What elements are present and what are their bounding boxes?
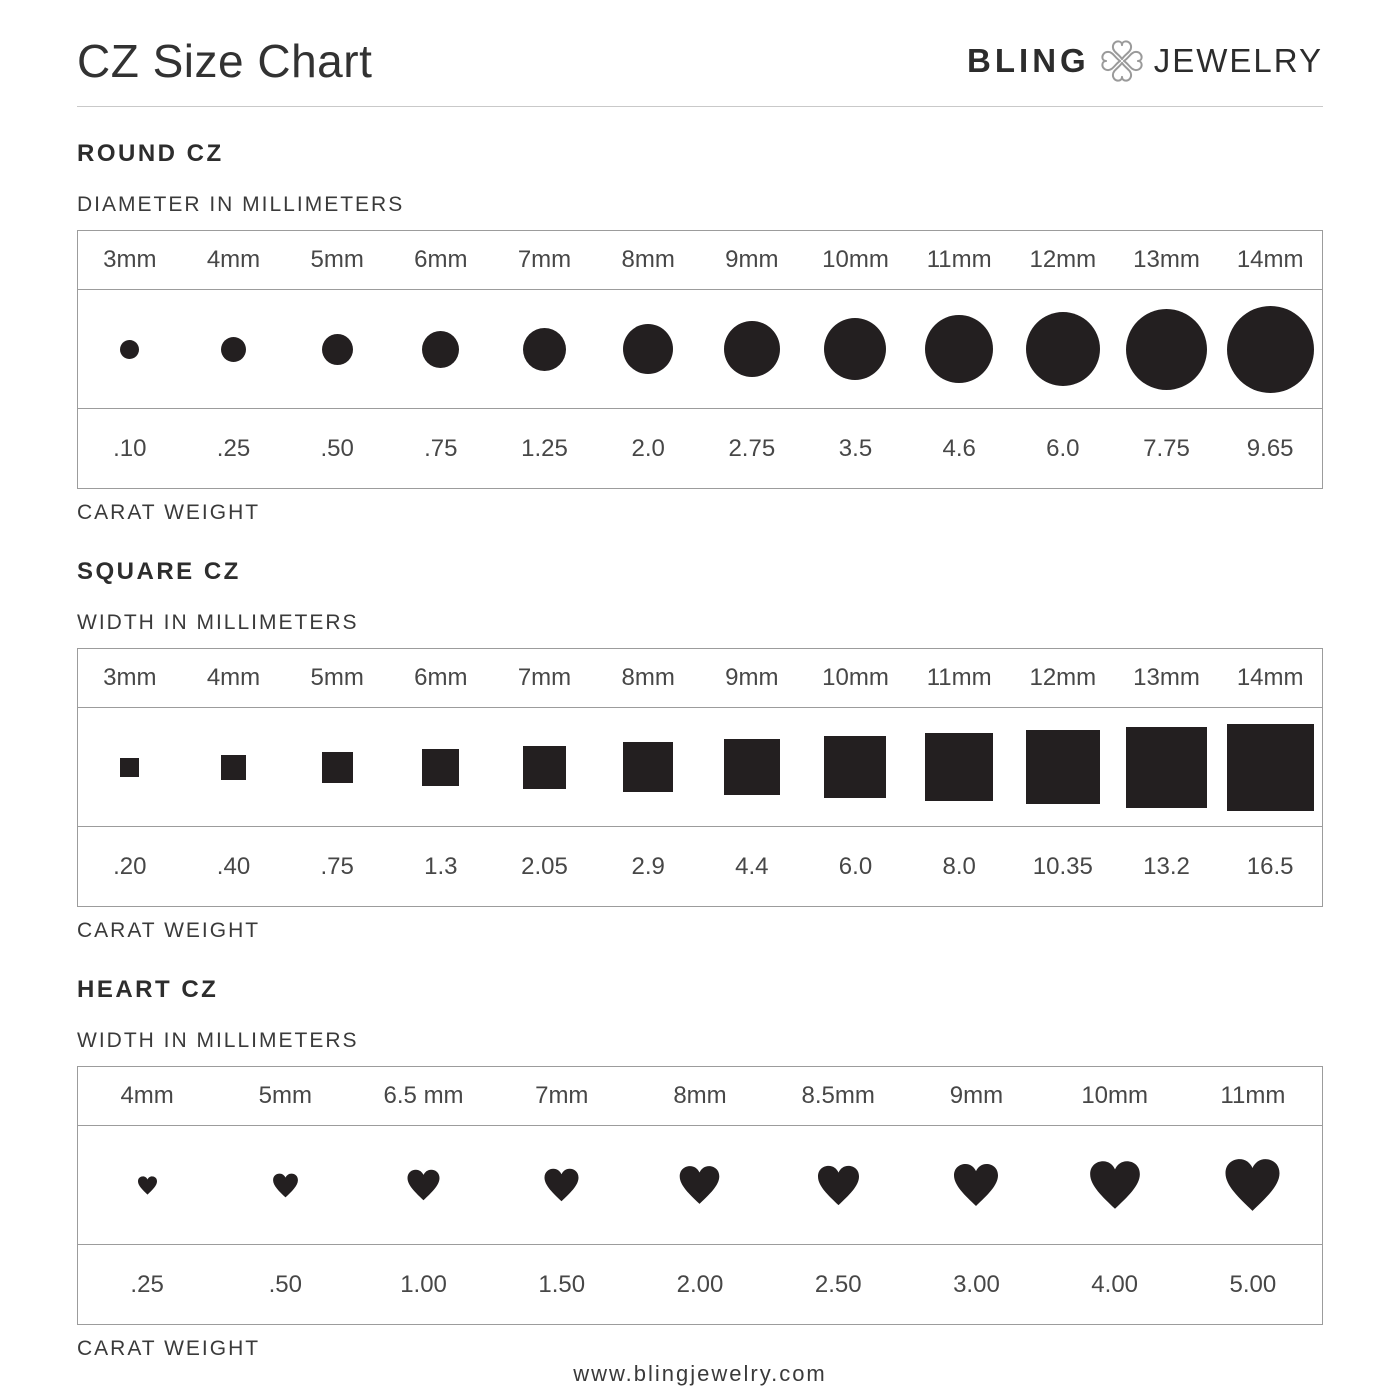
- square-shape-cell: [1115, 708, 1219, 826]
- mm-size-label: 9mm: [725, 664, 779, 691]
- square-shape-cell: [493, 708, 597, 826]
- square-shape-cell: [596, 708, 700, 826]
- square-shape-cell: [78, 708, 182, 826]
- mm-size-label: 4mm: [206, 664, 261, 691]
- heart-shape: [952, 1163, 1000, 1207]
- square-shape-cell: [700, 708, 804, 826]
- carat-weight-value: 9.65: [1246, 434, 1294, 462]
- carat-weight-value: .75: [320, 852, 354, 880]
- carat-weight-value: 4.4: [735, 852, 769, 880]
- carat-weight-value: 10.35: [1032, 852, 1093, 880]
- heart-shape-cell: [907, 1126, 1045, 1244]
- mm-size-label: 5mm: [310, 246, 364, 273]
- circle-shape: [925, 315, 993, 383]
- brand-name-jewelry: JEWELRY: [1153, 42, 1323, 79]
- carat-weight-value: 2.05: [521, 852, 568, 880]
- mm-size-label: 7mm: [517, 246, 572, 273]
- circle-shape: [623, 324, 673, 374]
- square-dimension-label: WIDTH IN MILLIMETERS: [77, 611, 359, 634]
- carat-weight-value: 6.0: [1046, 434, 1080, 462]
- carat-weight-value: 1.3: [424, 852, 458, 880]
- carat-weight-value: 5.00: [1229, 1270, 1277, 1298]
- round-dimension-label: DIAMETER IN MILLIMETERS: [77, 193, 405, 216]
- square-shape-cell: [285, 708, 389, 826]
- carat-weight-value: .50: [320, 434, 354, 462]
- square-shape: [1026, 730, 1100, 804]
- round-mm-row: [78, 231, 1322, 289]
- round-heading: ROUND CZ: [77, 140, 224, 167]
- circle-shape-cell: [1011, 290, 1115, 408]
- carat-weight-value: 2.50: [814, 1270, 862, 1298]
- mm-size-label: 9mm: [725, 246, 779, 273]
- circle-shape: [1227, 306, 1314, 393]
- circle-shape: [322, 334, 353, 365]
- mm-size-label: 5mm: [310, 664, 364, 691]
- circle-shape: [422, 331, 459, 368]
- heart-shape: [816, 1165, 861, 1206]
- footer: [77, 1361, 1323, 1393]
- heart-shape-row: [78, 1125, 1322, 1244]
- square-shape: [925, 733, 993, 801]
- carat-weight-value: .40: [216, 852, 251, 880]
- square-shape-cell: [804, 708, 908, 826]
- website-url: www.blingjewelry.com: [573, 1361, 827, 1386]
- heart-shape-cell: [1184, 1126, 1322, 1244]
- carat-weight-value: 13.2: [1143, 852, 1190, 880]
- square-shape: [623, 742, 673, 792]
- carat-weight-value: 2.00: [676, 1270, 724, 1298]
- circle-shape-cell: [182, 290, 286, 408]
- square-shape: [1126, 727, 1207, 808]
- square-shape: [1227, 724, 1314, 811]
- mm-size-label: 8mm: [621, 246, 675, 273]
- carat-weight-value: 4.00: [1091, 1270, 1139, 1298]
- circle-shape: [120, 340, 139, 359]
- heart-shape-cell: [1046, 1126, 1184, 1244]
- mm-size-label: 10mm: [822, 664, 889, 691]
- carat-weight-value: 1.50: [538, 1270, 586, 1298]
- carat-weight-value: 1.00: [400, 1270, 447, 1298]
- carat-weight-value: .75: [424, 434, 458, 462]
- carat-weight-value: 3.00: [953, 1270, 1000, 1298]
- brand-logo: [967, 38, 1323, 84]
- circle-shape: [824, 318, 886, 380]
- circle-shape-cell: [907, 290, 1011, 408]
- heart-shape-cell: [493, 1126, 631, 1244]
- circle-shape-cell: [78, 290, 182, 408]
- mm-size-label: 11mm: [926, 664, 992, 691]
- square-shape: [824, 736, 886, 798]
- mm-size-label: 8.5mm: [801, 1082, 875, 1109]
- mm-size-label: 7mm: [517, 664, 572, 691]
- mm-size-label: 13mm: [1133, 664, 1200, 691]
- mm-size-label: 9mm: [949, 1082, 1004, 1109]
- round-shape-row: [78, 289, 1322, 408]
- heart-shape: [1088, 1160, 1142, 1210]
- mm-size-label: 10mm: [1081, 1082, 1148, 1109]
- heart-cz-section: [77, 976, 1323, 1361]
- carat-weight-value: 2.75: [728, 434, 776, 462]
- circle-shape: [523, 328, 566, 371]
- square-shape-cell: [1011, 708, 1115, 826]
- mm-size-label: 13mm: [1133, 246, 1200, 273]
- square-cz-section: [77, 558, 1323, 943]
- carat-weight-value: 2.9: [631, 852, 665, 880]
- brand-name-bling: BLING: [967, 42, 1090, 79]
- mm-size-label: 14mm: [1236, 246, 1304, 273]
- carat-weight-value: 8.0: [942, 852, 976, 880]
- carat-weight-value: 16.5: [1246, 852, 1294, 880]
- heart-carat-row: [78, 1244, 1322, 1324]
- square-size-table: [77, 648, 1323, 907]
- carat-weight-value: 4.6: [942, 434, 976, 462]
- square-shape-cell: [182, 708, 286, 826]
- mm-size-label: 3mm: [103, 246, 157, 273]
- square-shape: [523, 746, 566, 789]
- heart-carat-weight-label: CARAT WEIGHT: [77, 1337, 261, 1360]
- square-shape-cell: [389, 708, 493, 826]
- mm-size-label: 11mm: [926, 246, 992, 273]
- heart-mm-row: [78, 1067, 1322, 1125]
- heart-shape: [137, 1176, 158, 1195]
- circle-shape-cell: [285, 290, 389, 408]
- square-shape: [724, 739, 780, 795]
- carat-weight-value: .50: [268, 1270, 303, 1298]
- square-shape: [120, 758, 139, 777]
- mm-size-label: 8mm: [621, 664, 675, 691]
- round-size-table: [77, 230, 1323, 489]
- circle-shape-cell: [1218, 290, 1322, 408]
- circle-shape: [1126, 309, 1207, 390]
- heart-shape: [406, 1169, 441, 1201]
- mm-size-label: 14mm: [1236, 664, 1304, 691]
- page-title: CZ Size Chart: [77, 35, 373, 87]
- square-heading: SQUARE CZ: [77, 558, 241, 585]
- square-shape-row: [78, 707, 1322, 826]
- square-shape: [322, 752, 353, 783]
- mm-size-label: 11mm: [1220, 1082, 1286, 1109]
- circle-shape-cell: [700, 290, 804, 408]
- mm-size-label: 4mm: [120, 1082, 174, 1109]
- mm-size-label: 12mm: [1029, 246, 1097, 273]
- carat-weight-value: .25: [216, 434, 251, 462]
- heart-shape: [678, 1165, 721, 1205]
- circle-shape-cell: [1115, 290, 1219, 408]
- round-carat-row: [78, 408, 1322, 488]
- circle-shape: [1026, 312, 1100, 386]
- heart-shape-cell: [78, 1126, 216, 1244]
- heart-shape-cell: [354, 1126, 492, 1244]
- carat-weight-value: .25: [130, 1270, 164, 1298]
- square-shape: [221, 755, 246, 780]
- circle-shape-cell: [389, 290, 493, 408]
- heart-shape-cell: [769, 1126, 907, 1244]
- carat-weight-value: 1.25: [521, 434, 568, 462]
- mm-size-label: 8mm: [673, 1082, 727, 1109]
- heart-dimension-label: WIDTH IN MILLIMETERS: [77, 1029, 359, 1052]
- circle-shape-cell: [596, 290, 700, 408]
- square-shape: [422, 749, 459, 786]
- size-chart-sections: [77, 107, 1323, 1361]
- clover-hearts-icon: [1099, 38, 1145, 84]
- heart-shape: [1223, 1158, 1282, 1212]
- carat-weight-value: 2.0: [631, 434, 665, 462]
- heart-heading: HEART CZ: [77, 976, 219, 1003]
- carat-weight-value: 7.75: [1143, 434, 1190, 462]
- mm-size-label: 3mm: [103, 664, 157, 691]
- heart-shape-cell: [216, 1126, 354, 1244]
- heart-size-table: [77, 1066, 1323, 1325]
- square-shape-cell: [907, 708, 1011, 826]
- circle-shape-cell: [804, 290, 908, 408]
- mm-size-label: 12mm: [1029, 664, 1097, 691]
- round-carat-weight-label: CARAT WEIGHT: [77, 501, 261, 524]
- heart-shape: [543, 1168, 580, 1202]
- carat-weight-value: .20: [113, 852, 147, 880]
- mm-size-label: 4mm: [206, 246, 261, 273]
- mm-size-label: 7mm: [535, 1082, 589, 1109]
- round-cz-section: [77, 140, 1323, 525]
- square-shape-cell: [1218, 708, 1322, 826]
- circle-shape: [221, 337, 246, 362]
- carat-weight-value: .10: [113, 434, 147, 462]
- mm-size-label: 10mm: [822, 246, 889, 273]
- carat-weight-value: 3.5: [838, 434, 873, 462]
- carat-weight-value: 6.0: [838, 852, 873, 880]
- header: [77, 34, 1323, 107]
- mm-size-label: 5mm: [258, 1082, 312, 1109]
- heart-shape-cell: [631, 1126, 769, 1244]
- mm-size-label: 6.5 mm: [383, 1082, 464, 1109]
- circle-shape-cell: [493, 290, 597, 408]
- heart-shape: [272, 1173, 299, 1198]
- circle-shape: [724, 321, 780, 377]
- mm-size-label: 6mm: [414, 246, 468, 273]
- square-carat-weight-label: CARAT WEIGHT: [77, 919, 261, 942]
- square-carat-row: [78, 826, 1322, 906]
- square-mm-row: [78, 649, 1322, 707]
- mm-size-label: 6mm: [414, 664, 468, 691]
